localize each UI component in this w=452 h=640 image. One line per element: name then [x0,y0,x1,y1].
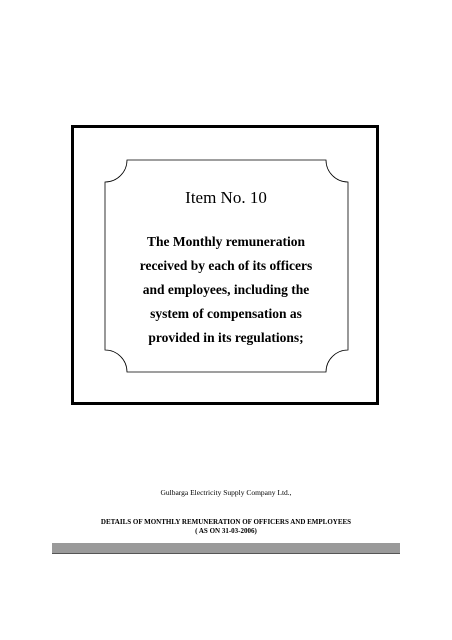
details-heading [40,518,412,536]
item-description-line: provided in its regulations; [148,330,304,345]
item-description-line: received by each of its officers [139,258,313,273]
item-description-line: system of compensation as [150,306,302,321]
details-heading-line: DETAILS OF MONTHLY REMUNERATION OF OFFICERS AND EMPLOYEES [100,518,352,526]
details-date-line: ( AS ON 31-03-2006) [195,527,257,535]
item-description [100,230,352,350]
item-description-line: The Monthly remuneration [147,234,305,249]
table-header-bar [52,543,400,554]
item-description-line: and employees, including the [142,282,310,297]
company-name: Gulbarga Electricity Supply Company Ltd., [160,488,292,497]
item-title: Item No. 10 [185,188,267,207]
